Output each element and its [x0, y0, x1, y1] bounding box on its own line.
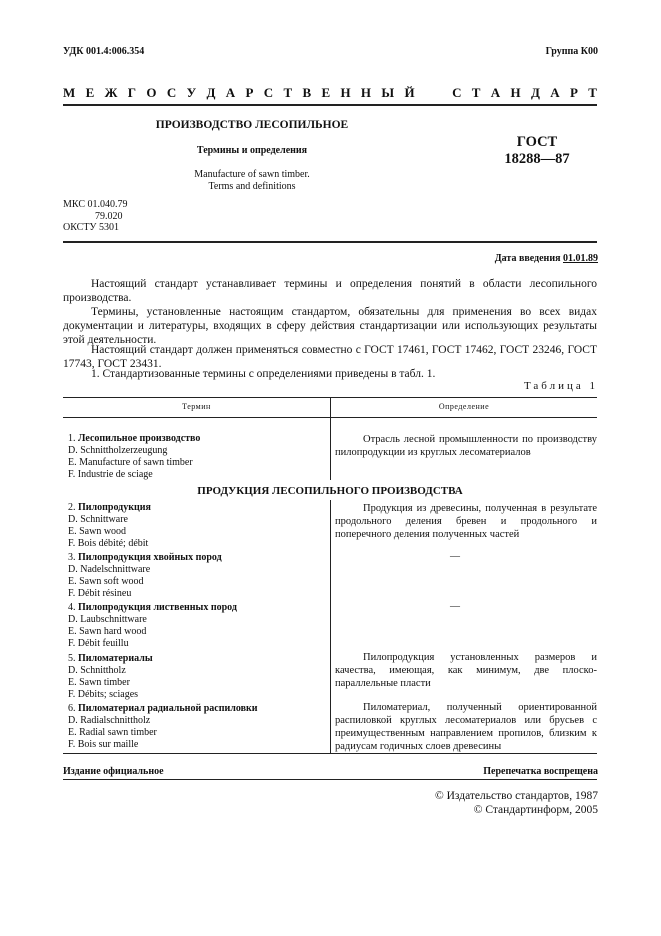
banner-letter: В: [302, 85, 312, 100]
mks-code-line2: 79.020: [95, 210, 123, 222]
table-column-divider-2: [330, 500, 331, 753]
term-number: 2.: [68, 502, 76, 513]
term-english: E. Manufacture of sawn timber: [68, 457, 193, 468]
standard-title: ПРОИЗВОДСТВО ЛЕСОПИЛЬНОЕ: [155, 119, 349, 131]
banner-letter: Е: [321, 85, 331, 100]
term-name: Пилопродукция: [78, 502, 151, 513]
term-french: F. Débits; sciages: [68, 689, 139, 700]
gost-number: [497, 134, 577, 168]
column-header-definition: Определение: [438, 402, 490, 411]
column-header-term: Термин: [182, 402, 211, 411]
banner-letter: Е: [85, 85, 95, 100]
paragraph-table-reference: 1. Стандартизованные термины с определениями приведены в табл. 1.: [91, 368, 436, 380]
table-row-term: [68, 502, 326, 550]
banner-letter: С: [452, 85, 462, 100]
gost-label: ГОСТ: [516, 134, 558, 150]
term-french: F. Bois débité; débit: [68, 538, 149, 549]
table-section-heading: ПРОДУКЦИЯ ЛЕСОПИЛЬНОГО ПРОИЗВОДСТВА: [197, 485, 463, 497]
paragraph-related-standards: Настоящий стандарт должен применяться совместно с ГОСТ 17461, ГОСТ 17462, ГОСТ 23246, ГОСТ 17743, ГОСТ 23431.: [63, 344, 597, 370]
banner-letter: [425, 85, 428, 101]
term-definition: Пиломатериал, полученный ориентированной распиловкой круглых лесоматериалов или брусьев с преимущественным направлением пропилов, близким к радиусам годичных слоев древесины: [335, 702, 597, 752]
copyright-publisher-1987: © Издательство стандартов, 1987: [434, 790, 598, 802]
banner-letter: У: [186, 85, 197, 100]
banner-letter: С: [166, 85, 177, 100]
term-french: F. Bois sur maille: [68, 739, 139, 750]
banner-letter: Р: [245, 85, 254, 100]
banner-letter: Р: [569, 85, 578, 100]
classification-codes: [63, 199, 127, 234]
official-edition-note: Издание официальное: [63, 766, 164, 777]
english-title-line1: Manufacture of sawn timber.: [194, 169, 310, 180]
term-definition: —: [450, 601, 460, 612]
banner-letter: [438, 85, 441, 101]
banner-letter: Т: [588, 85, 597, 100]
term-name: Пиломатериал радиальной распиловки: [78, 703, 258, 714]
banner-letter: Г: [127, 85, 137, 100]
term-french: F. Débit feuillu: [68, 638, 129, 649]
banner-letter: Ы: [381, 85, 395, 100]
gost-code: 18288—87: [504, 151, 570, 167]
term-german: D. Laubschnittware: [68, 614, 147, 625]
table-row-term: [68, 433, 326, 481]
english-title-line2: Terms and definitions: [208, 181, 296, 192]
term-number: 3.: [68, 552, 76, 563]
banner-letter: Т: [283, 85, 293, 100]
interstate-standard-banner: [63, 85, 597, 101]
banner-letter: Й: [404, 85, 415, 100]
term-definition: Пилопродукция установленных размеров и качества, имеющая, как минимум, две плоско-параллельные пласти: [335, 652, 597, 689]
term-french: F. Industrie de sciage: [68, 469, 153, 480]
standard-subtitle: Термины и определения: [196, 145, 308, 156]
banner-letter: О: [146, 85, 157, 100]
banner-letter: Н: [340, 85, 351, 100]
footer-rule: [63, 779, 597, 780]
banner-letter: Д: [530, 85, 540, 100]
term-german: D. Radialschnittholz: [68, 715, 151, 726]
group-code: Группа К00: [545, 46, 598, 57]
banner-letter: Д: [206, 85, 216, 100]
banner-letter: Н: [510, 85, 521, 100]
term-name: Пилопродукция хвойных пород: [78, 552, 222, 563]
banner-letter: Ж: [104, 85, 118, 100]
term-english: E. Radial sawn timber: [68, 727, 157, 738]
table-row-term: [68, 552, 326, 600]
introduction-date: [495, 253, 598, 264]
term-english: E. Sawn wood: [68, 526, 127, 537]
udk-code: УДК 001.4:006.354: [63, 46, 145, 57]
term-english: E. Sawn hard wood: [68, 626, 147, 637]
term-number: 1.: [68, 433, 76, 444]
mks-code-line1: МКС 01.040.79: [63, 199, 128, 210]
banner-rule: [63, 104, 597, 106]
okstu-code: ОКСТУ 5301: [63, 222, 120, 233]
term-name: Пилопродукция лиственных пород: [78, 602, 237, 613]
term-french: F. Débit résineu: [68, 588, 132, 599]
banner-letter: Т: [471, 85, 481, 100]
term-german: D. Schnittholz: [68, 665, 126, 676]
term-definition: —: [450, 551, 460, 562]
term-number: 5.: [68, 653, 76, 664]
term-english: E. Sawn soft wood: [68, 576, 144, 587]
term-german: D. Schnittholzerzeugung: [68, 445, 168, 456]
banner-letter: А: [550, 85, 560, 100]
introduction-date-label: Дата введения: [494, 253, 563, 264]
term-definition: Отрасль лесной промышленности по производству пилопродукции из круглых лесоматериалов: [335, 434, 597, 458]
banner-letter: А: [490, 85, 501, 100]
term-definition: Продукция из древесины, полученная в результате продольного деления бревен и продольного и поперечного деления полученных частей: [335, 503, 597, 540]
paragraph-mandatory: Термины, установленные настоящим стандартом, обязательны для применения во всех видах документации и литературы, входящих в сферу действия стандартизации или использующих результаты этой деятельности.: [63, 306, 597, 346]
banner-letter: С: [263, 85, 274, 100]
table-row-term: [68, 602, 326, 650]
term-english: E. Sawn timber: [68, 677, 130, 688]
banner-letter: А: [225, 85, 236, 100]
banner-letter: М: [63, 85, 76, 100]
table-bottom-rule: [63, 753, 597, 754]
term-number: 4.: [68, 602, 76, 613]
paragraph-scope: Настоящий стандарт устанавливает термины и определения понятий в области лесопильного производства.: [63, 278, 597, 304]
reprint-prohibited-note: Перепечатка воспрещена: [483, 766, 598, 777]
table-label: Таблица 1: [523, 380, 598, 392]
term-name: Лесопильное производство: [78, 433, 201, 444]
copyright-standartinform-2005: © Стандартинформ, 2005: [473, 804, 598, 816]
term-number: 6.: [68, 703, 76, 714]
introduction-date-value: 01.01.89: [563, 253, 598, 264]
english-title: [150, 169, 354, 193]
table-row-term: [68, 653, 326, 701]
term-german: D. Nadelschnittware: [68, 564, 151, 575]
term-german: D. Schnittware: [68, 514, 128, 525]
term-name: Пиломатериалы: [78, 653, 153, 664]
banner-letter: Н: [360, 85, 372, 100]
table-row-term: [68, 703, 326, 751]
codes-rule: [63, 241, 597, 243]
